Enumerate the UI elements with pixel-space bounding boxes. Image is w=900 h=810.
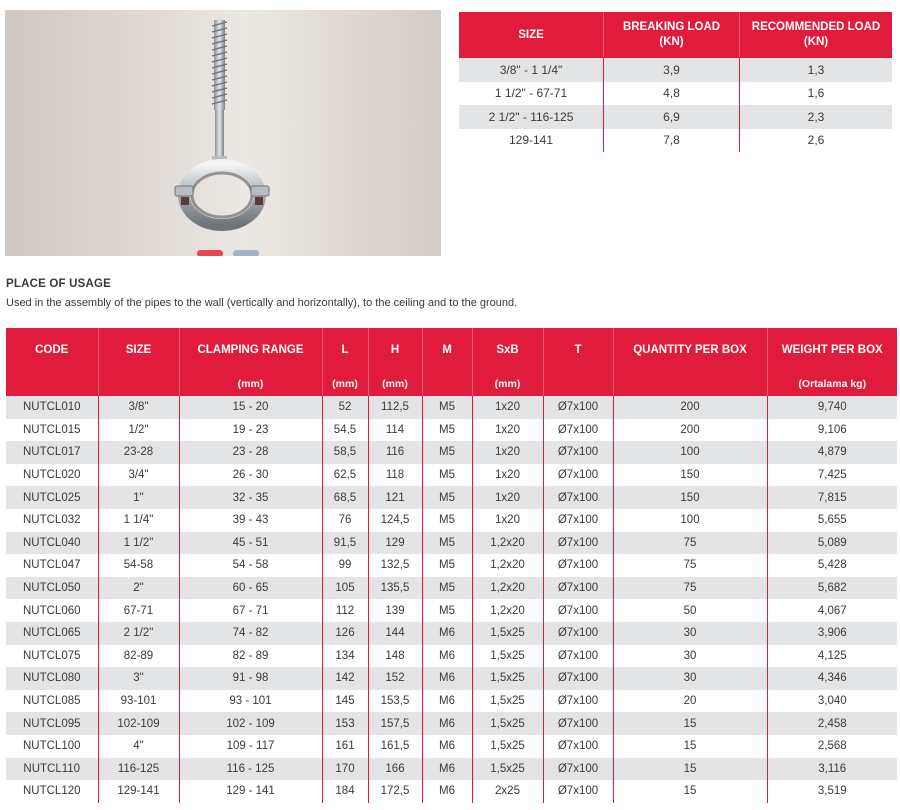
column-unit-l: (mm) xyxy=(322,372,368,396)
cell-h: 114 xyxy=(368,419,422,442)
table-cell: 3,9 xyxy=(604,58,740,82)
cell-m: M5 xyxy=(422,554,472,577)
cell-h: 118 xyxy=(368,464,422,487)
cell-m: M6 xyxy=(422,735,472,758)
cell-t: Ø7x100 xyxy=(543,758,613,781)
cell-l: 62,5 xyxy=(322,464,368,487)
cell-weight-per-box: 4,879 xyxy=(767,441,897,464)
cell-quantity-per-box: 150 xyxy=(613,486,767,509)
header-line: (KN) xyxy=(659,36,684,48)
cell-t: Ø7x100 xyxy=(543,577,613,600)
cell-l: 134 xyxy=(322,645,368,668)
cell-sxb: 1,5x25 xyxy=(472,645,543,668)
cell-size: 1 1/4" xyxy=(98,509,179,532)
cell-quantity-per-box: 15 xyxy=(613,758,767,781)
column-unit-size xyxy=(98,372,179,396)
cell-code: NUTCL010 xyxy=(6,396,98,419)
cell-h: 153,5 xyxy=(368,690,422,713)
cell-l: 52 xyxy=(322,396,368,419)
cell-code: NUTCL080 xyxy=(6,667,98,690)
cell-sxb: 1,5x25 xyxy=(472,690,543,713)
cell-t: Ø7x100 xyxy=(543,622,613,645)
cell-size: 1" xyxy=(98,486,179,509)
cell-size: 2 1/2" xyxy=(98,622,179,645)
column-unit-t xyxy=(543,372,613,396)
cell-t: Ø7x100 xyxy=(543,554,613,577)
cell-clamping-range: 60 - 65 xyxy=(179,577,322,600)
cell-l: 184 xyxy=(322,780,368,803)
column-header-l: L xyxy=(322,328,368,372)
cell-clamping-range: 129 - 141 xyxy=(179,780,322,803)
cell-sxb: 1x20 xyxy=(472,486,543,509)
cell-weight-per-box: 2,568 xyxy=(767,735,897,758)
cell-weight-per-box: 2,458 xyxy=(767,712,897,735)
table-row xyxy=(6,509,897,532)
cell-size: 3/8" xyxy=(98,396,179,419)
cell-l: 161 xyxy=(322,735,368,758)
cell-m: M5 xyxy=(422,577,472,600)
cell-size: 129-141 xyxy=(98,780,179,803)
cell-quantity-per-box: 20 xyxy=(613,690,767,713)
cell-t: Ø7x100 xyxy=(543,599,613,622)
cell-h: 166 xyxy=(368,758,422,781)
cell-h: 152 xyxy=(368,667,422,690)
cell-m: M6 xyxy=(422,780,472,803)
cell-t: Ø7x100 xyxy=(543,735,613,758)
cell-clamping-range: 19 - 23 xyxy=(179,419,322,442)
cell-l: 142 xyxy=(322,667,368,690)
cell-code: NUTCL017 xyxy=(6,441,98,464)
header-line: BREAKING LOAD xyxy=(622,21,721,33)
cell-m: M5 xyxy=(422,464,472,487)
load-table xyxy=(459,12,892,152)
table-row xyxy=(6,419,897,442)
cell-sxb: 1,5x25 xyxy=(472,712,543,735)
cell-size: 3" xyxy=(98,667,179,690)
table-cell: 2 1/2" - 116-125 xyxy=(459,105,604,129)
cell-t: Ø7x100 xyxy=(543,509,613,532)
cell-size: 102-109 xyxy=(98,712,179,735)
cell-clamping-range: 39 - 43 xyxy=(179,509,322,532)
table-row xyxy=(6,712,897,735)
cell-sxb: 2x25 xyxy=(472,780,543,803)
cell-weight-per-box: 5,655 xyxy=(767,509,897,532)
table-row xyxy=(459,129,892,153)
cell-l: 58,5 xyxy=(322,441,368,464)
column-unit-m xyxy=(422,372,472,396)
cell-quantity-per-box: 75 xyxy=(613,554,767,577)
column-unit-quantity-per-box xyxy=(613,372,767,396)
cell-code: NUTCL032 xyxy=(22,514,81,527)
cell-sxb: 1x20 xyxy=(472,419,543,442)
cell-quantity-per-box: 30 xyxy=(613,622,767,645)
table-cell: 129-141 xyxy=(508,133,554,148)
table-row xyxy=(6,667,897,690)
cell-sxb: 1,2x20 xyxy=(472,554,543,577)
cell-t: Ø7x100 xyxy=(543,396,613,419)
cell-code: NUTCL047 xyxy=(22,559,81,572)
cell-l: 68,5 xyxy=(322,486,368,509)
column-unit-code xyxy=(6,372,98,396)
table-row xyxy=(459,105,892,129)
cell-size: 93-101 xyxy=(98,690,179,713)
cell-clamping-range: 67 - 71 xyxy=(179,599,322,622)
cell-code: NUTCL085 xyxy=(22,695,81,708)
cell-code: NUTCL075 xyxy=(22,649,81,662)
cell-code: NUTCL110 xyxy=(6,758,98,781)
cell-quantity-per-box: 150 xyxy=(613,464,767,487)
load-header-breaking xyxy=(604,12,740,58)
cell-size: 67-71 xyxy=(98,599,179,622)
column-header-t: T xyxy=(543,328,613,372)
cell-clamping-range: 91 - 98 xyxy=(179,667,322,690)
cell-h: 172,5 xyxy=(368,780,422,803)
cell-code: NUTCL050 xyxy=(6,577,98,600)
table-row xyxy=(6,486,897,509)
table-cell: 2,3 xyxy=(740,105,893,129)
cell-sxb: 1x20 xyxy=(472,464,543,487)
cell-t: Ø7x100 xyxy=(543,667,613,690)
cell-l: 91,5 xyxy=(322,532,368,555)
cell-t: Ø7x100 xyxy=(543,712,613,735)
cell-code: NUTCL060 xyxy=(22,604,81,617)
table-row xyxy=(6,758,897,781)
cell-h: 144 xyxy=(368,622,422,645)
cell-clamping-range: 102 - 109 xyxy=(179,712,322,735)
cell-h: 129 xyxy=(368,532,422,555)
table-row xyxy=(459,58,892,82)
cell-clamping-range: 74 - 82 xyxy=(179,622,322,645)
table-row xyxy=(6,441,897,464)
cell-h: 112,5 xyxy=(368,396,422,419)
cell-h: 161,5 xyxy=(368,735,422,758)
cell-t: Ø7x100 xyxy=(543,486,613,509)
table-row xyxy=(6,554,897,577)
cell-clamping-range: 109 - 117 xyxy=(179,735,322,758)
cell-sxb: 1,5x25 xyxy=(472,758,543,781)
cell-sxb: 1,5x25 xyxy=(472,622,543,645)
cell-h: 121 xyxy=(368,486,422,509)
cell-t: Ø7x100 xyxy=(543,645,613,668)
cell-clamping-range: 23 - 28 xyxy=(179,441,322,464)
cell-m: M6 xyxy=(422,690,472,713)
table-cell: 2,6 xyxy=(740,129,893,153)
cell-weight-per-box: 5,428 xyxy=(767,554,897,577)
usage-description: Used in the assembly of the pipes to the wall (vertically and horizontally), to the ceiling and to the ground. xyxy=(6,297,518,309)
cell-sxb: 1x20 xyxy=(472,509,543,532)
table-cell: 1,3 xyxy=(740,58,893,82)
column-unit-clamping-range: (mm) xyxy=(179,372,322,396)
column-header-m: M xyxy=(422,328,472,372)
table-row xyxy=(6,464,897,487)
table-row xyxy=(6,532,897,555)
cell-m: M6 xyxy=(422,622,472,645)
cell-m: M5 xyxy=(422,599,472,622)
carousel-dot[interactable] xyxy=(233,250,259,256)
table-row xyxy=(6,396,897,419)
cell-size: 1/2" xyxy=(98,419,179,442)
cell-code: NUTCL025 xyxy=(6,486,98,509)
pipe-clamp-image xyxy=(5,10,441,256)
cell-m: M5 xyxy=(422,509,472,532)
carousel-dot-active[interactable] xyxy=(197,250,223,256)
cell-weight-per-box: 3,040 xyxy=(767,690,897,713)
cell-l: 170 xyxy=(322,758,368,781)
cell-m: M5 xyxy=(422,419,472,442)
cell-sxb: 1,5x25 xyxy=(472,667,543,690)
table-cell: 3/8" - 1 1/4" xyxy=(459,58,604,82)
cell-weight-per-box: 7,425 xyxy=(767,464,897,487)
cell-h: 135,5 xyxy=(368,577,422,600)
table-row xyxy=(6,599,897,622)
cell-clamping-range: 45 - 51 xyxy=(179,532,322,555)
cell-size: 4" xyxy=(98,735,179,758)
cell-h: 132,5 xyxy=(368,554,422,577)
product-table xyxy=(6,328,897,803)
cell-sxb: 1,2x20 xyxy=(472,599,543,622)
cell-h: 139 xyxy=(368,599,422,622)
cell-m: M6 xyxy=(422,645,472,668)
cell-code: NUTCL065 xyxy=(6,622,98,645)
cell-code: NUTCL095 xyxy=(6,712,98,735)
header-line: RECOMMENDED LOAD xyxy=(751,21,881,33)
cell-quantity-per-box: 75 xyxy=(613,577,767,600)
column-header-code: CODE xyxy=(6,328,98,372)
cell-quantity-per-box: 100 xyxy=(613,441,767,464)
cell-l: 54,5 xyxy=(322,419,368,442)
cell-code: NUTCL100 xyxy=(22,740,81,753)
cell-m: M5 xyxy=(422,396,472,419)
table-cell: 1,6 xyxy=(740,82,893,106)
cell-size: 1 1/2" xyxy=(98,532,179,555)
cell-weight-per-box: 4,346 xyxy=(767,667,897,690)
cell-l: 126 xyxy=(322,622,368,645)
cell-clamping-range: 93 - 101 xyxy=(179,690,322,713)
cell-weight-per-box: 3,906 xyxy=(767,622,897,645)
cell-clamping-range: 15 - 20 xyxy=(179,396,322,419)
cell-code: NUTCL120 xyxy=(22,785,81,798)
cell-quantity-per-box: 200 xyxy=(613,419,767,442)
cell-sxb: 1x20 xyxy=(472,396,543,419)
column-header-weight-per-box: WEIGHT PER BOX xyxy=(767,328,897,372)
cell-h: 116 xyxy=(368,441,422,464)
cell-size: 23-28 xyxy=(98,441,179,464)
cell-size: 82-89 xyxy=(98,645,179,668)
cell-weight-per-box: 3,116 xyxy=(767,758,897,781)
cell-t: Ø7x100 xyxy=(543,532,613,555)
cell-sxb: 1,2x20 xyxy=(472,577,543,600)
column-unit-weight-per-box: (Ortalama kg) xyxy=(767,372,897,396)
cell-weight-per-box: 5,682 xyxy=(767,577,897,600)
header-line: (KN) xyxy=(803,36,829,48)
cell-quantity-per-box: 50 xyxy=(613,599,767,622)
cell-weight-per-box: 4,125 xyxy=(767,645,897,668)
cell-h: 124,5 xyxy=(368,509,422,532)
cell-weight-per-box: 4,067 xyxy=(767,599,897,622)
cell-quantity-per-box: 30 xyxy=(613,667,767,690)
cell-m: M5 xyxy=(422,441,472,464)
cell-m: M6 xyxy=(422,758,472,781)
table-row xyxy=(6,622,897,645)
table-cell: 6,9 xyxy=(604,105,740,129)
column-header-size: SIZE xyxy=(98,328,179,372)
cell-quantity-per-box: 100 xyxy=(613,509,767,532)
cell-clamping-range: 26 - 30 xyxy=(179,464,322,487)
cell-size: 116-125 xyxy=(98,758,179,781)
column-header-sxb: SxB xyxy=(472,328,543,372)
cell-t: Ø7x100 xyxy=(543,441,613,464)
cell-clamping-range: 54 - 58 xyxy=(179,554,322,577)
cell-l: 76 xyxy=(322,509,368,532)
cell-clamping-range: 82 - 89 xyxy=(179,645,322,668)
cell-size: 54-58 xyxy=(98,554,179,577)
cell-m: M5 xyxy=(422,532,472,555)
cell-m: M6 xyxy=(422,712,472,735)
cell-quantity-per-box: 15 xyxy=(613,735,767,758)
cell-quantity-per-box: 75 xyxy=(613,532,767,555)
cell-l: 145 xyxy=(322,690,368,713)
cell-m: M5 xyxy=(422,486,472,509)
table-row xyxy=(6,735,897,758)
cell-clamping-range: 32 - 35 xyxy=(179,486,322,509)
cell-quantity-per-box: 15 xyxy=(613,712,767,735)
cell-code: NUTCL020 xyxy=(22,469,81,482)
cell-code: NUTCL040 xyxy=(6,532,98,555)
column-header-h: H xyxy=(368,328,422,372)
column-header-clamping-range: CLAMPING RANGE xyxy=(179,328,322,372)
load-header-recommended xyxy=(740,12,893,58)
table-row xyxy=(459,82,892,106)
cell-quantity-per-box: 15 xyxy=(613,780,767,803)
table-row xyxy=(6,645,897,668)
table-cell: 7,8 xyxy=(604,129,740,153)
cell-h: 157,5 xyxy=(368,712,422,735)
cell-t: Ø7x100 xyxy=(543,780,613,803)
cell-weight-per-box: 9,740 xyxy=(767,396,897,419)
cell-quantity-per-box: 200 xyxy=(613,396,767,419)
cell-quantity-per-box: 30 xyxy=(613,645,767,668)
column-unit-h: (mm) xyxy=(368,372,422,396)
table-row xyxy=(6,690,897,713)
column-header-quantity-per-box: QUANTITY PER BOX xyxy=(613,328,767,372)
cell-l: 105 xyxy=(322,577,368,600)
cell-sxb: 1,2x20 xyxy=(472,532,543,555)
cell-weight-per-box: 3,519 xyxy=(767,780,897,803)
table-cell: 4,8 xyxy=(604,82,740,106)
cell-l: 153 xyxy=(322,712,368,735)
cell-l: 99 xyxy=(322,554,368,577)
cell-m: M6 xyxy=(422,667,472,690)
cell-t: Ø7x100 xyxy=(543,464,613,487)
load-header-size xyxy=(459,12,604,58)
cell-weight-per-box: 5,089 xyxy=(767,532,897,555)
cell-t: Ø7x100 xyxy=(543,690,613,713)
cell-code: NUTCL015 xyxy=(22,423,81,436)
cell-l: 112 xyxy=(322,599,368,622)
cell-sxb: 1,5x25 xyxy=(472,735,543,758)
cell-size: 2" xyxy=(98,577,179,600)
table-row xyxy=(6,780,897,803)
table-row xyxy=(6,577,897,600)
cell-sxb: 1x20 xyxy=(472,441,543,464)
header-line: SIZE xyxy=(518,28,544,41)
cell-t: Ø7x100 xyxy=(543,419,613,442)
cell-weight-per-box: 9,106 xyxy=(767,419,897,442)
cell-weight-per-box: 7,815 xyxy=(767,486,897,509)
table-cell: 1 1/2" - 67-71 xyxy=(494,86,568,101)
cell-clamping-range: 116 - 125 xyxy=(179,758,322,781)
column-unit-sxb: (mm) xyxy=(472,372,543,396)
product-photo xyxy=(5,10,441,256)
cell-h: 148 xyxy=(368,645,422,668)
cell-size: 3/4" xyxy=(98,464,179,487)
usage-title: PLACE OF USAGE xyxy=(6,278,112,290)
